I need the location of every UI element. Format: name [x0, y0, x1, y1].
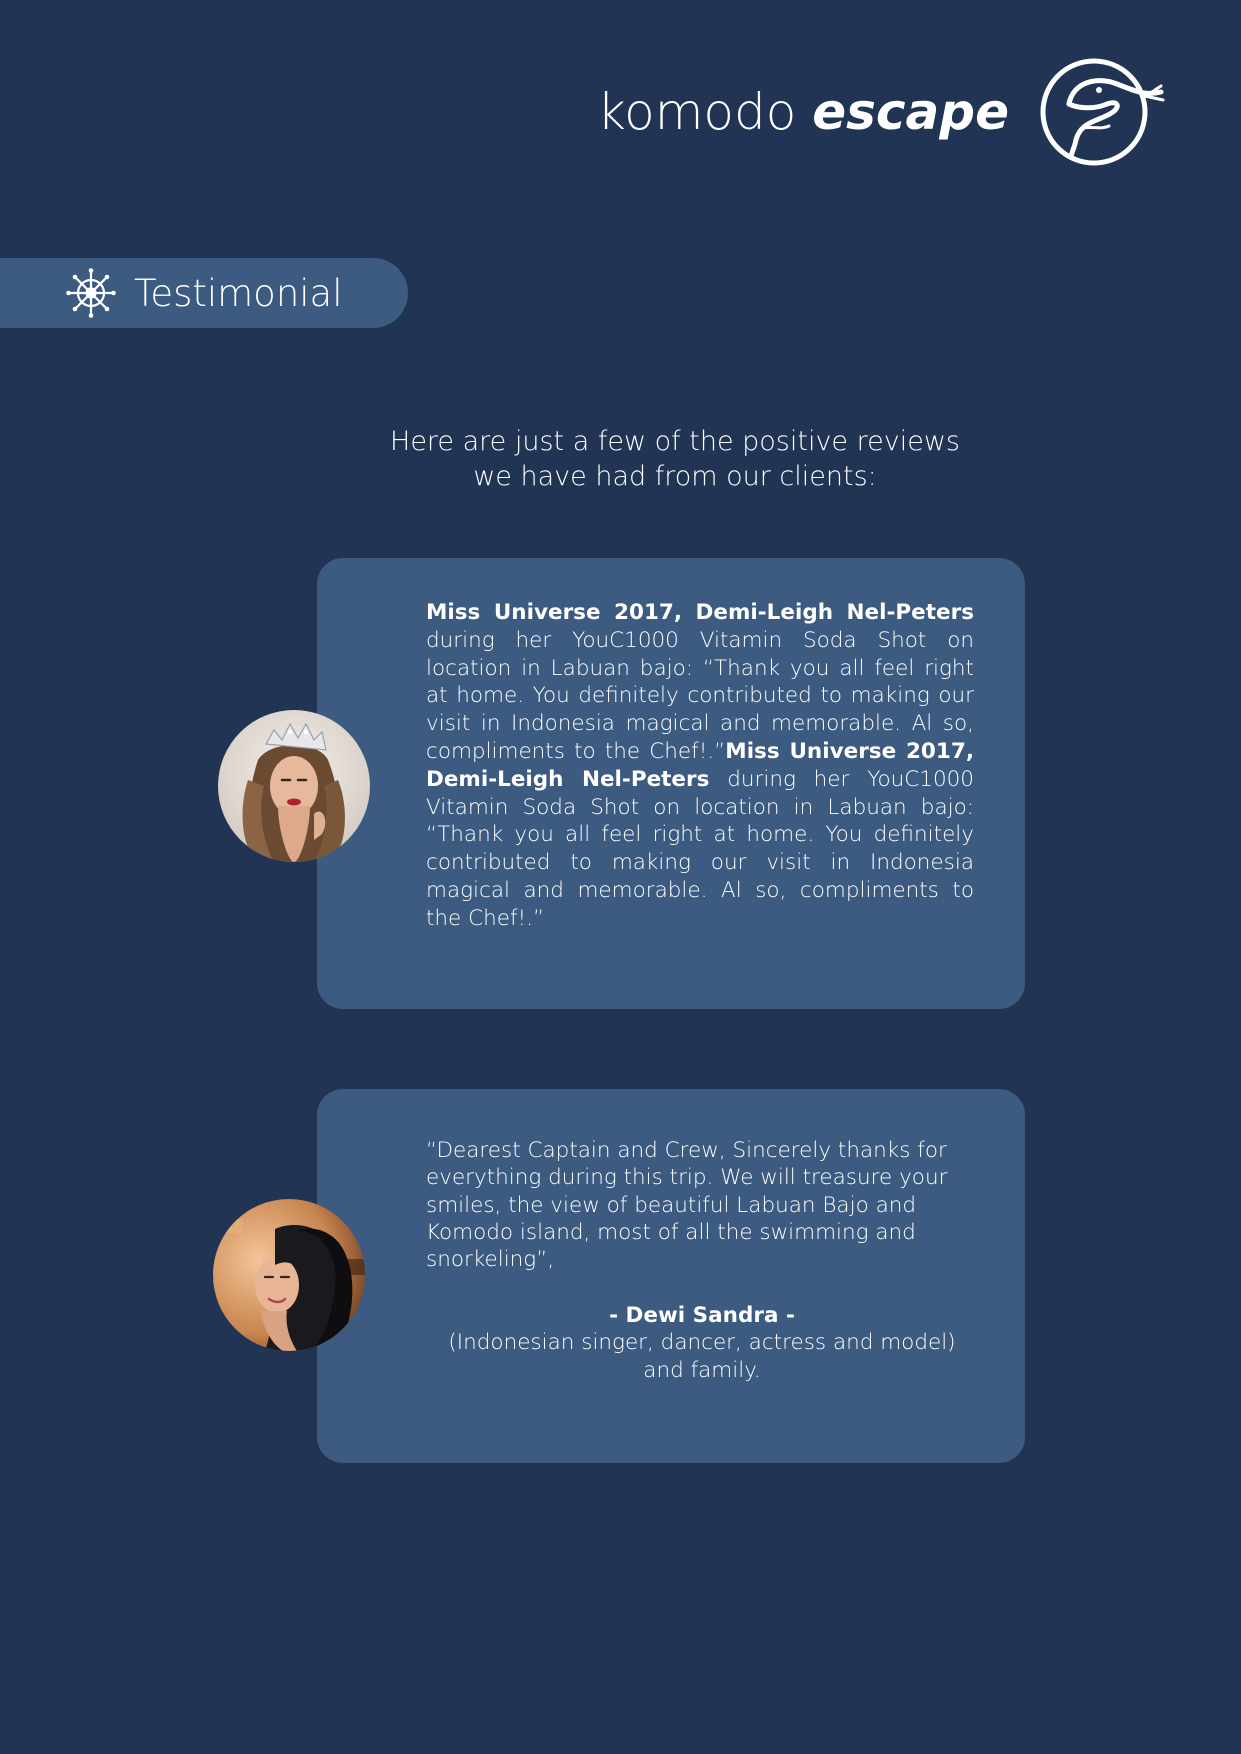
ship-helm-icon [66, 268, 116, 318]
testimonial-text-repeat: during her YouC1000 Vitamin Soda Shot on location in Labuan bajo: “Thank you all feel right at home. You definitely contributed to making our visit in Indonesia magical and memorable. Al so, compliments to the Chef!.” [426, 766, 974, 931]
testimonial-author: - Dewi Sandra - [609, 1303, 795, 1328]
testimonial-author: Miss Universe 2017, Demi-Leigh Nel-Peters [426, 600, 974, 625]
testimonial-author-repeat: Miss Universe 2017, Demi-Leigh Nel-Peters [426, 738, 974, 792]
brand-name-light: komodo [596, 83, 797, 141]
avatar [218, 710, 370, 862]
avatar-photo-woman-with-crown [218, 710, 370, 862]
testimonial-quote: “Dearest Captain and Crew, Sincerely thanks for everything during this trip. We will treasure your smiles, the view of beautiful Labuan Bajo and Komodo island, most of all the swimming and snorkeling”, [426, 1138, 948, 1273]
brand-header [597, 56, 1165, 168]
testimonial-author-description: (Indonesian singer, dancer, actress and model) and family. [448, 1330, 956, 1383]
brand-name-bold: escape [812, 83, 1009, 141]
brand-wordmark [596, 83, 1009, 141]
avatar [213, 1199, 365, 1351]
intro-line-1: Here are just a few of the positive reviews [390, 426, 960, 457]
section-title: Testimonial [134, 271, 343, 315]
testimonial-quote [426, 599, 974, 933]
section-header-pill [0, 258, 408, 328]
avatar-photo-woman-in-hijab [213, 1199, 365, 1351]
testimonial-signature [426, 1302, 978, 1384]
intro-text [300, 424, 1050, 494]
intro-line-2: we have had from our clients: [473, 461, 877, 492]
komodo-lizard-logo-icon [1039, 56, 1165, 168]
testimonial-text: during her YouC1000 Vitamin Soda Shot on location in Labuan bajo: “Thank you all feel right at home. You definitely contributed to making our visit in Indonesia magical and memorable. Al so, compliments to the Chef!.” [426, 627, 974, 764]
